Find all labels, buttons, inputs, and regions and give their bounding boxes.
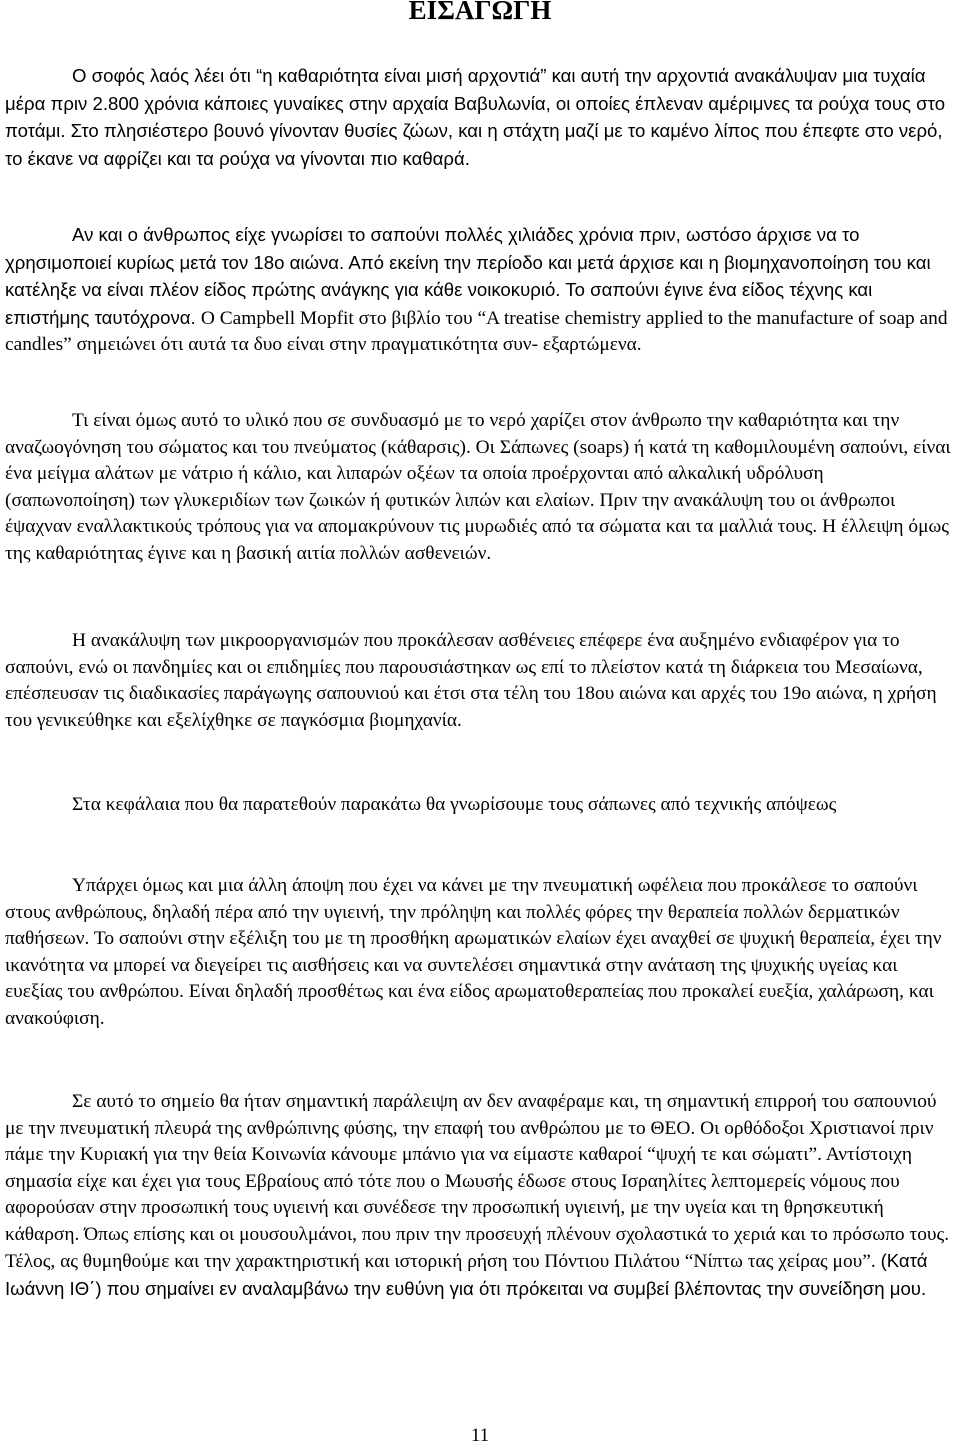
paragraph-6-text: Υπάρχει όμως και μια άλλη άποψη που έχει να κάνει με την πνευματική ωφέλεια που προκάλεσε το σαπούνι στους ανθρώπους, δηλαδή πέρα από την υγιεινή, την πρόληψη και πολλές φόρες την θεραπεία πολλών δερματικών παθήσεων. Το σαπούνι στην εξέλιξη του με τη προσθήκη αρωματικών ελαίων έχει αναχθεί σε ψυχική θεραπεία, έχει την ικανότητα να μπορεί να διεγείρει τις αισθήσεις και να συντελέσει σημαντικά στην ανάταση της ψυχικής υγείας και ευεξίας του ανθρώπου. Είναι δηλαδή προσθέτως και ένα είδος αρωματοθεραπείας που προκαλεί ευεξία, χαλάρωση, και ανακούφιση. <box>5 875 942 1029</box>
paragraph-5 <box>5 792 953 819</box>
paragraph-2-text-a: Αν και ο άνθρωπος είχε γνωρίσει το σαπούνι πολλές χιλιάδες χρόνια πριν, ωστόσο άρχισε να το χρησιμοποιεί κυρίως μετά τον 18ο αιώνα. <box>5 224 860 273</box>
paragraph-2 <box>5 222 953 359</box>
paragraph-1-text-a: Ο σοφός λαός λέει ότι “η καθαριότητα είναι μισή αρχοντιά” και αυτή την αρχοντιά ανακάλυψαν μια τυχαία μέρα πριν 2.800 χρόνια κάποιες γυναίκες στην αρχαία Βαβυλωνία, οι οποίες έπλεναν αμέριμνες τα ρούχα τους στο ποτάμι. <box>5 65 946 141</box>
paragraph-1-text-b: Στο πλησιέστερο βουνό γίνονταν θυσίες ζώων, και η στάχτη μαζί με το καμένο λίπος που έπεφτε στο νερό, το έκανε να αφρίζει και τα ρούχα να γίνονται πιο καθαρά. <box>5 120 943 169</box>
paragraph-7-text-a: Σε αυτό το σημείο θα ήταν σημαντική παράλειψη αν δεν αναφέραμε και, τη σημαντική επιρροή του σαπουνιού με την πνευματική πλευρά της ανθρώπινης φύσης, την επαφή του ανθρώπου με το ΘΕΟ. Οι ορθόδοξοι Χριστιανοί πριν πάμε την Κυριακή για την θεία Κοινωνία κάνουμε μπάνιο για να είμαστε καθαροί “ψυχή τε και σώματι”. Αντίστοιχη σημασία είχε και έχει για τους Εβραίους από τότε που ο Μωυσής έδωσε στους Ισραηλίτες λεπτομερείς νόμους που αφορούσαν στην προσωπική τους υγιεινή και συνέδεσε την προσωπική υγιεινή, με την υγεία και τη θρησκευτική κάθαρση. Όπως επίσης και οι μουσουλμάνοι, που πριν την προσευχή πλένουν σχολαστικά το χεριά και το πρόσωπο τους. Τέλος, ας θυμηθούμε και την χαρακτηριστική και ιστορική ρήση του Πόντιου Πιλάτου “Νίπτω τας χείρας μου”. <box>5 1091 950 1272</box>
paragraph-5-text: Στα κεφάλαια που θα παρατεθούν παρακάτω θα γνωρίσουμε τους σάπωνες από τεχνικής απόψεως <box>72 794 837 815</box>
paragraph-7-text-b: (Κατά Ιωάννη ΙΘ΄) που σημαίνει εν αναλαμβάνω την ευθύνη για ότι πρόκειται να συμβεί βλέποντας την συνείδηση μου. <box>5 1250 928 1299</box>
paragraph-1 <box>5 63 953 173</box>
paragraph-3 <box>5 408 953 567</box>
paragraph-7 <box>5 1089 953 1303</box>
paragraph-4 <box>5 628 953 734</box>
paragraph-2-text-c: Ο Campbell Mopfit στο βιβλίο του “A treatise chemistry applied to the manufacture of soap and candles” σημειώνει ότι αυτά τα δυο είναι στην πραγματικότητα συν- εξαρτώμενα. <box>5 307 948 355</box>
paragraph-4-text: Η ανακάλυψη των μικροοργανισμών που προκάλεσαν ασθένειες επέφερε ένα αυξημένο ενδιαφέρον για το σαπούνι, ενώ οι πανδημίες και οι επιδημίες που παρουσιάστηκαν ως επί το πλείστον κατά τη διάρκεια του Μεσαίωνα, επέσπευσαν τις διαδικασίες παράγωγης σαπουνιού και έτσι στα τέλη του 18ου αιώνα και αρχές του 19ο αιώνα, η χρήση του γενικεύθηκε και εξελίχθηκε σε παγκόσμια βιομηχανία. <box>5 630 937 731</box>
paragraph-6 <box>5 873 953 1032</box>
page-title: ΕΙΣΑΓΩΓΗ <box>408 0 552 25</box>
page-number: 11 <box>470 1425 490 1446</box>
paragraph-2-text-b: Από εκείνη την περίοδο και μετά άρχισε και η βιομηχανοποίηση του και κατέληξε να είναι πλέον είδος πρώτης ανάγκης για κάθε νοικοκυριό. Το σαπούνι έγινε ένα είδος τέχνης και επιστήμης ταυτόχρονα. <box>5 251 931 328</box>
paragraph-3-text: Τι είναι όμως αυτό το υλικό που σε συνδυασμό με το νερό χαρίζει στον άνθρωπο την καθαριότητα και την αναζωογόνηση του σώματος και του πνεύματος (κάθαρσις). Οι Σάπωνες (soaps) ή κατά τη καθομιλουμένη σαπούνι, είναι ένα μείγμα αλάτων με νάτριο ή κάλιο, και λιπαρών οξέων τα οποία προέρχονται από αλκαλική υδρόλυση (σαπωνοποίηση) των γλυκεριδίων των ζωικών ή φυτικών λιπών και ελαίων. Πριν την ανακάλυψη του οι άνθρωποι έψαχναν εναλλακτικούς τρόπους για να απομακρύνουν τις μυρωδιές από τα σώματα και τα μαλλιά τους. Η έλλειψη όμως της καθαριότητας έγινε και η βασική αιτία πολλών ασθενειών. <box>5 410 951 564</box>
